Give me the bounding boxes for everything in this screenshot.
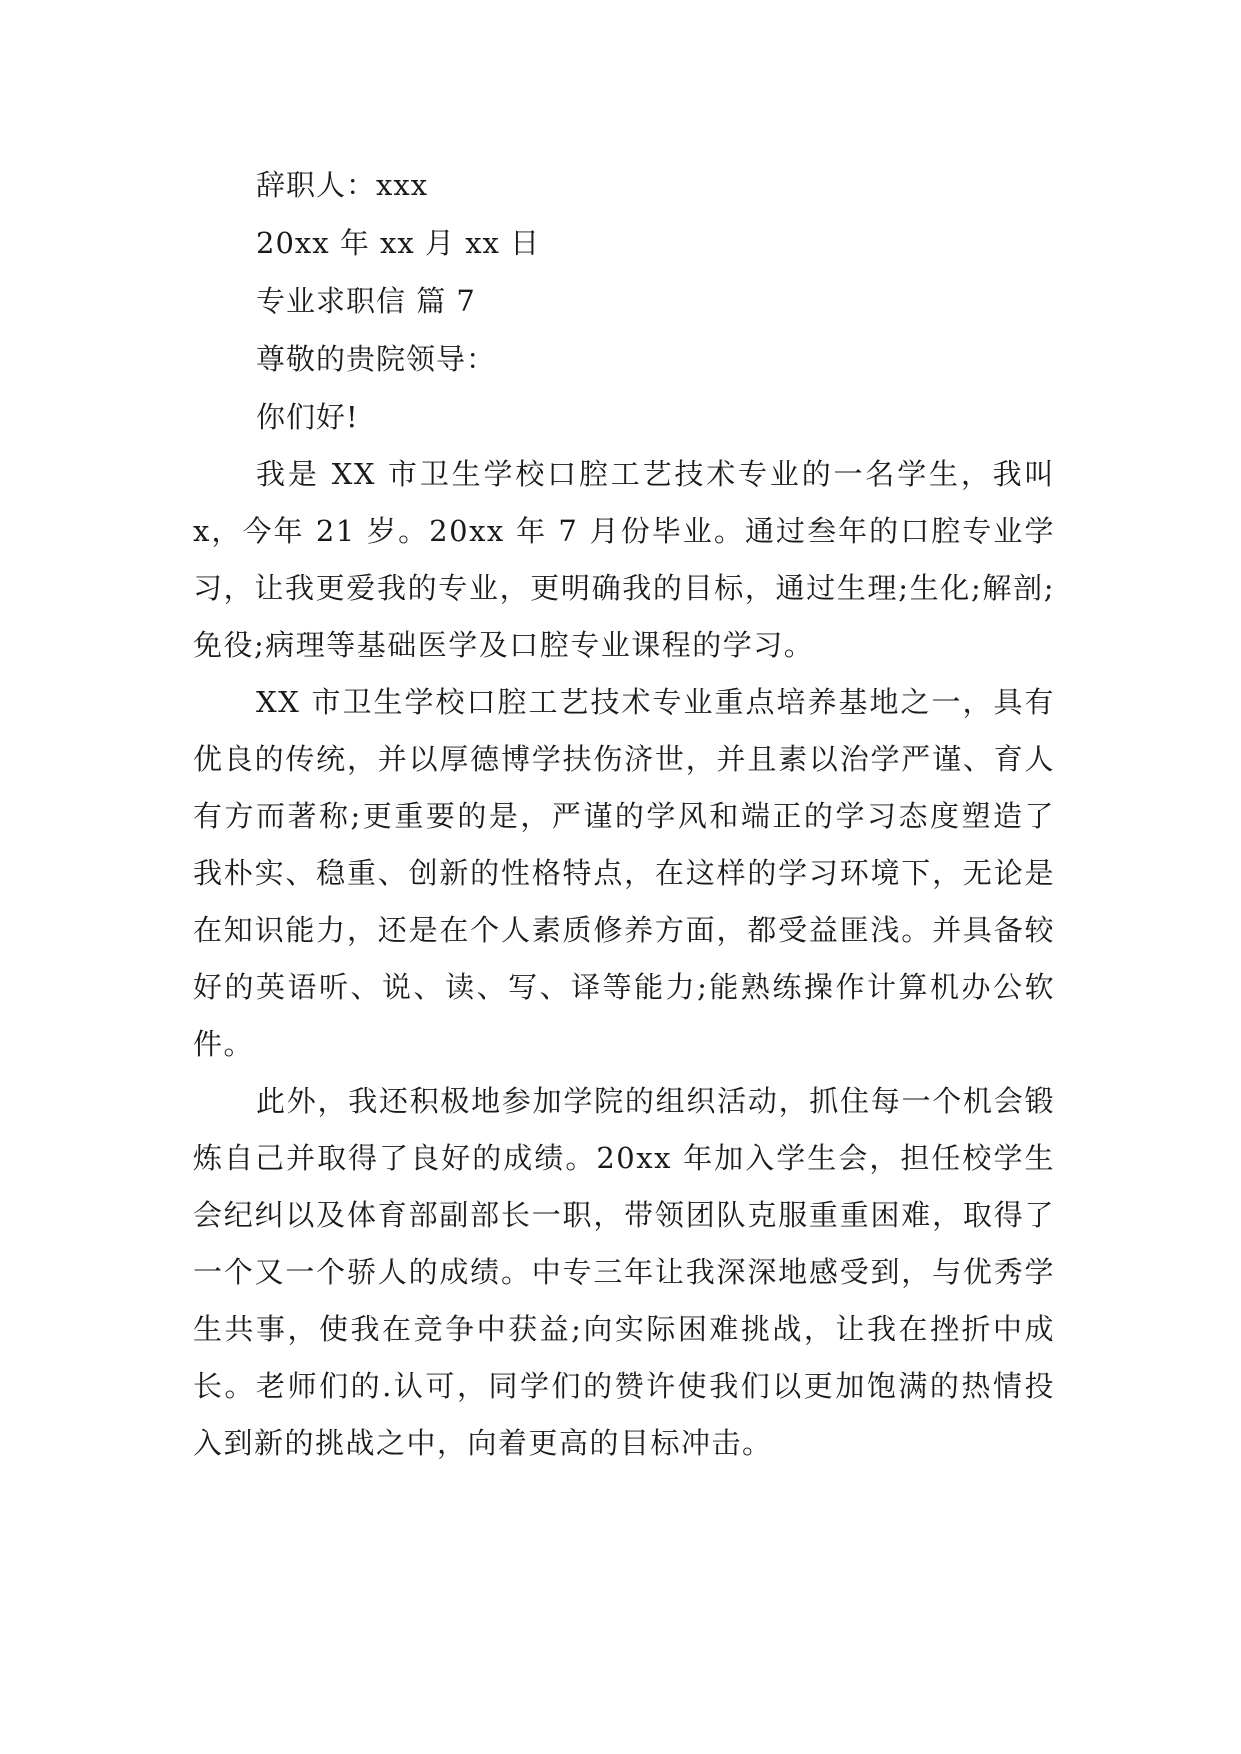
paragraph-school: XX 市卫生学校口腔工艺技术专业重点培养基地之一，具有优良的传统，并以厚德博学扶伤济世，并且素以治学严谨、育人有方而著称;更重要的是，严谨的学风和端正的学习态度塑造了我朴实、稳重、创新的性格特点，在这样的学习环境下，无论是在知识能力，还是在个人素质修养方面，都受益匪浅。并具备较好的英语听、说、读、写、译等能力;能熟练操作计算机办公软件。 <box>193 685 1055 1061</box>
paragraph-activities: 此外，我还积极地参加学院的组织活动，抓住每一个机会锻炼自己并取得了良好的成绩。20xx 年加入学生会，担任校学生会纪纠以及体育部副部长一职，带领团队克服重重困难，取得了一个又一个骄人的成绩。中专三年让我深深地感受到，与优秀学生共事，使我在竞争中获益;向实际困难挑战，让我在挫折中成长。老师们的.认可，同学们的赞许使我们以更加饱满的热情投入到新的挑战之中，向着更高的目标冲击。 <box>193 1084 1055 1460</box>
paragraph-intro: 我是 XX 市卫生学校口腔工艺技术专业的一名学生，我叫 x，今年 21 岁。20xx 年 7 月份毕业。通过叁年的口腔专业学习，让我更爱我的专业，更明确我的目标，通过生理;生化;解剖;免役;病理等基础医学及口腔专业课程的学习。 <box>193 457 1055 662</box>
letter-body <box>193 156 1055 1472</box>
salutation: 尊敬的贵院领导： <box>256 342 497 376</box>
resigner-line: 辞职人：xxx <box>256 168 429 202</box>
greeting: 你们好! <box>256 400 359 434</box>
date-line: 20xx 年 xx 月 xx 日 <box>256 226 541 260</box>
section-title: 专业求职信 篇 7 <box>256 284 476 318</box>
